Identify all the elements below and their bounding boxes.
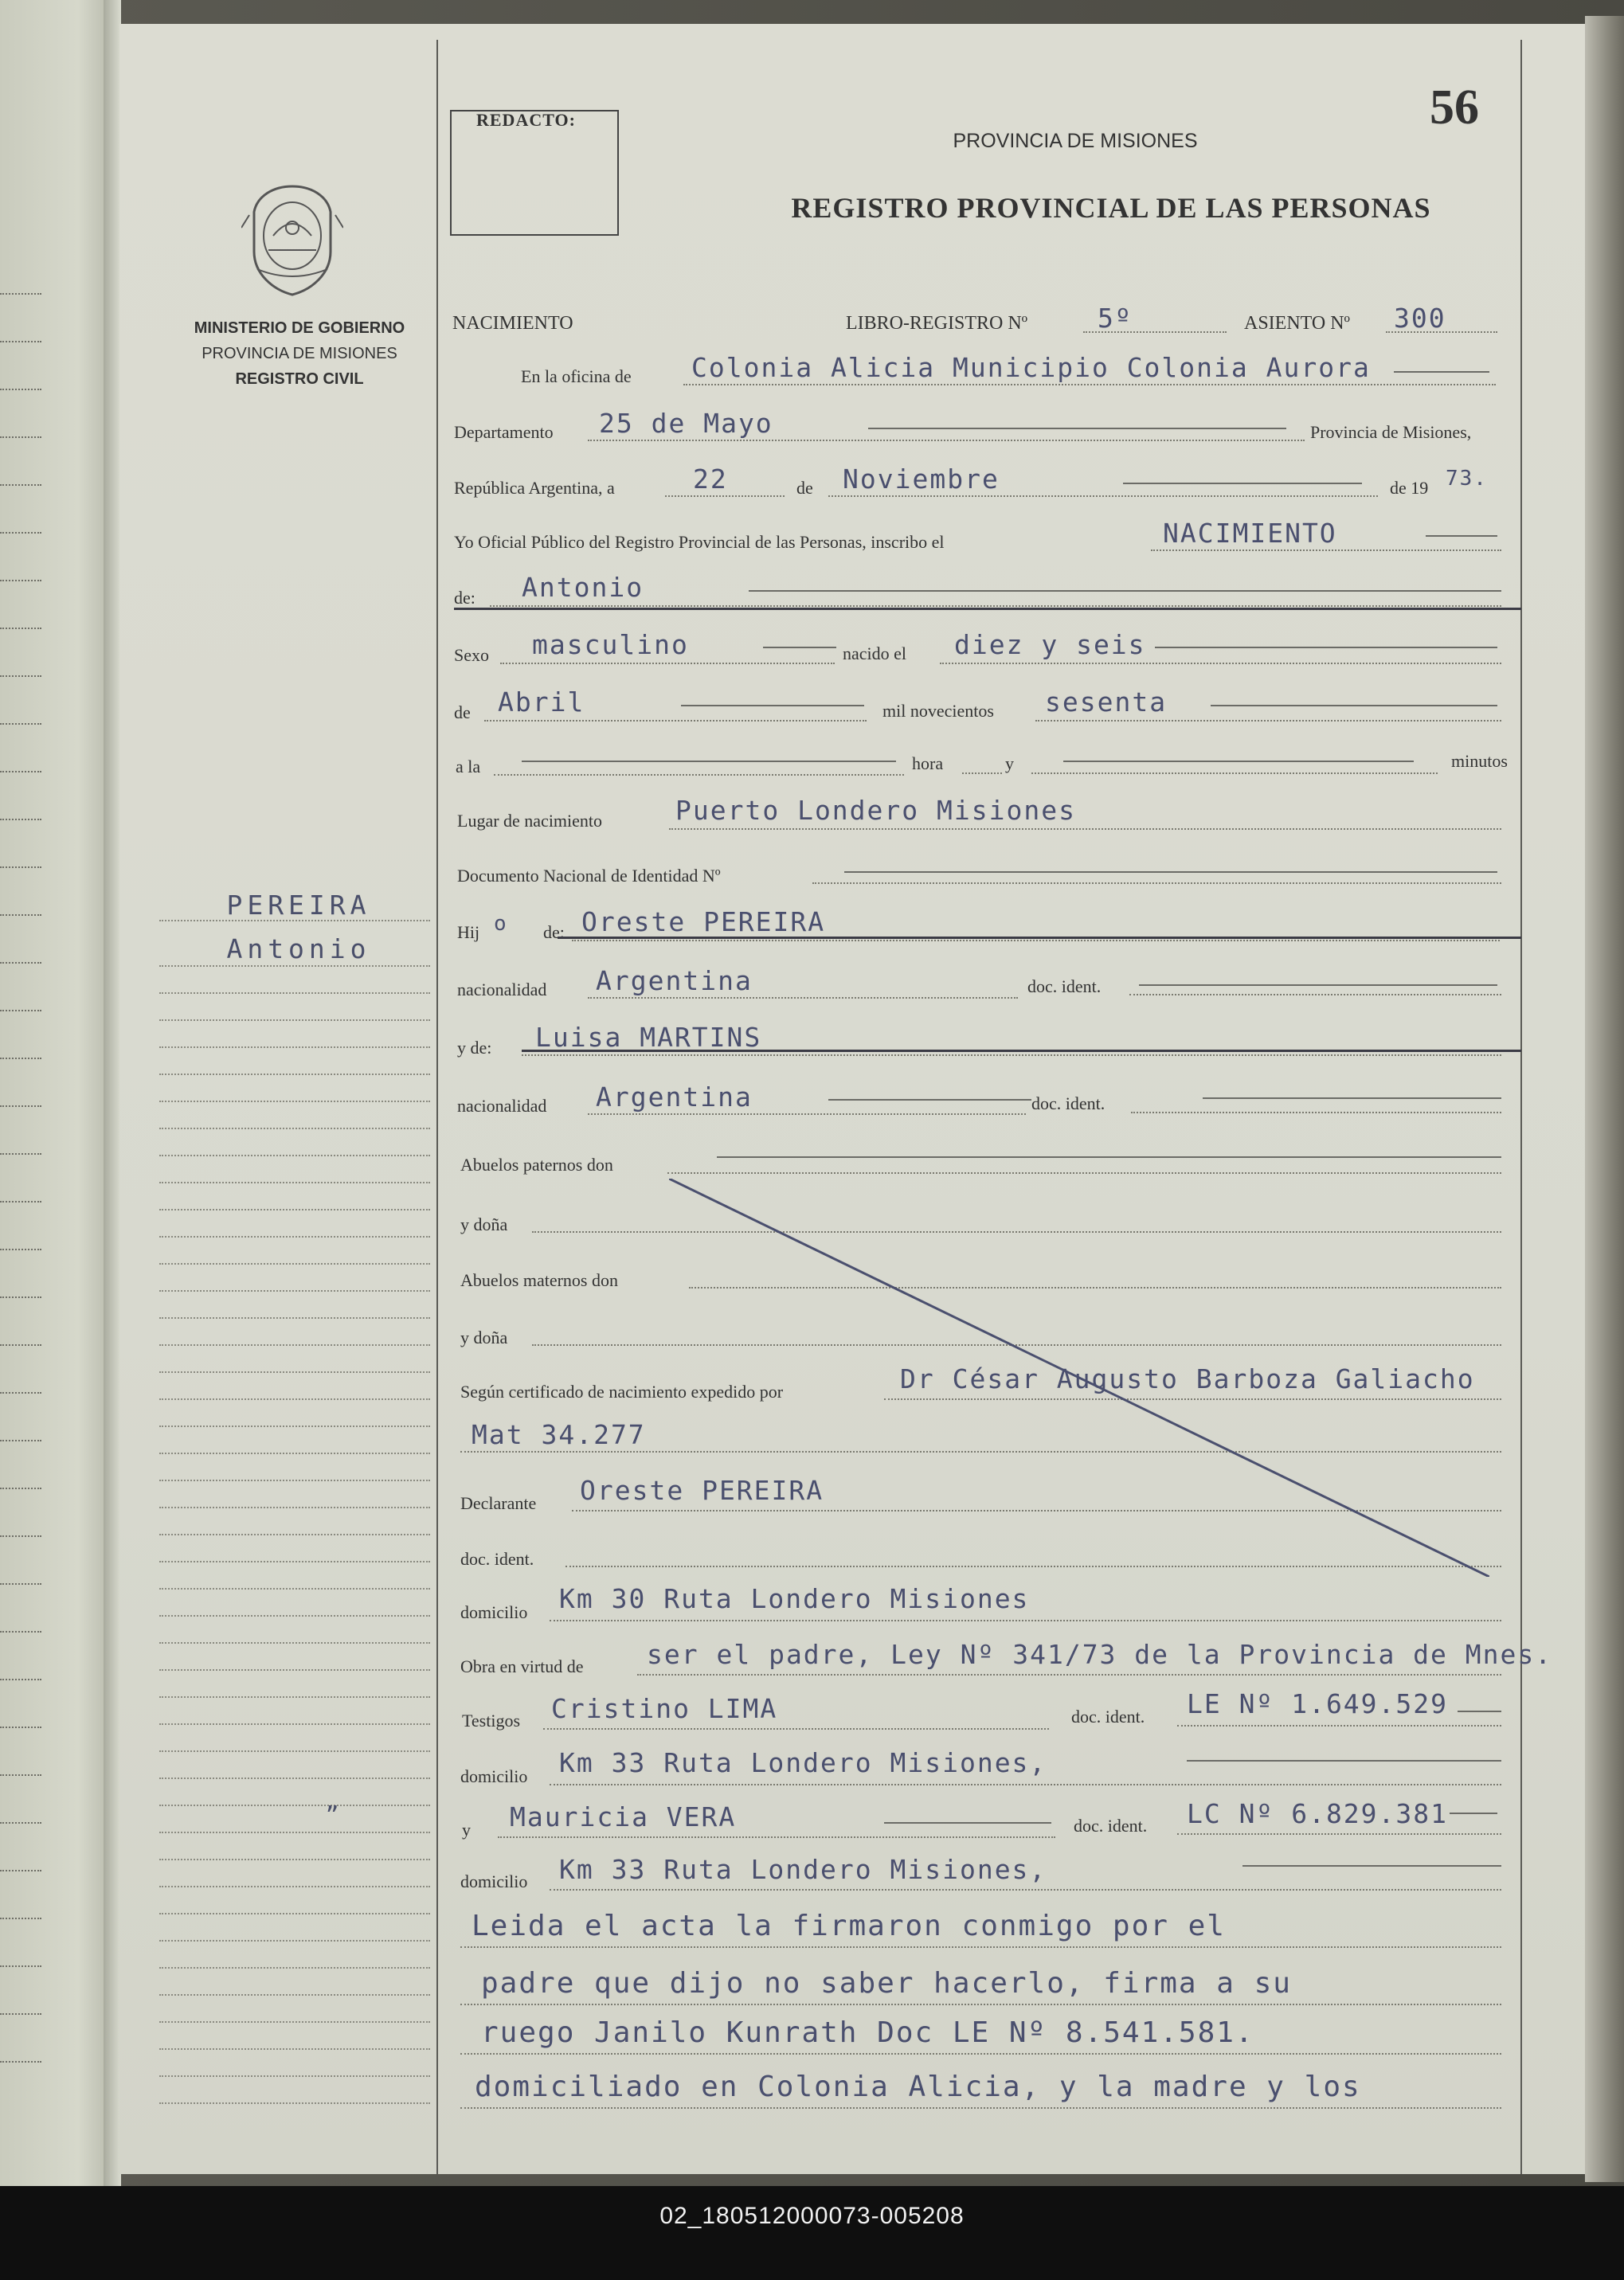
hora-label: hora: [912, 753, 944, 773]
note-dots-1: [460, 1946, 1501, 1948]
departamento-dots: [588, 440, 1305, 441]
ruled-line: [0, 1870, 41, 1871]
note-line-1: Leida el acta la firmaron conmigo por el: [472, 1910, 1226, 1942]
testigo2-doc-label: doc. ident.: [1074, 1816, 1148, 1836]
sexo-filler: [763, 647, 836, 648]
ruled-line: [0, 1631, 41, 1633]
oficina-label: En la oficina de: [521, 366, 632, 386]
left-facing-page: [0, 0, 112, 2186]
nacido-label: nacido el: [843, 643, 907, 663]
margin-line: [159, 1994, 430, 1996]
margin-line: [159, 1398, 430, 1400]
margin-line: [159, 2075, 430, 2077]
testigo1-dom-value: Km 33 Ruta Londero Misiones,: [559, 1747, 1047, 1778]
ruled-line: [0, 819, 41, 820]
margin-line: [159, 1290, 430, 1292]
mother-doc-filler: [1203, 1097, 1501, 1099]
oficina-value: Colonia Alicia Municipio Colonia Aurora: [691, 352, 1371, 383]
margin-line: [159, 2021, 430, 2023]
cancellation-slash: [669, 1179, 1489, 1577]
minutos-filler: [1063, 761, 1414, 762]
testigo2-filler: [884, 1822, 1051, 1824]
yo-oficial-label: Yo Oficial Público del Registro Provincial de las Personas, inscribo el: [454, 532, 945, 552]
page-number: 56: [1430, 80, 1479, 135]
hora-filler: [522, 761, 896, 762]
segun-label: Según certificado de nacimiento expedido por: [460, 1382, 784, 1402]
testigo2-dom-filler: [1242, 1865, 1501, 1867]
paternal-dona-label: y doña: [460, 1214, 508, 1234]
hora-gap-dots: [962, 772, 1002, 774]
declarante-dom-dots: [550, 1620, 1501, 1621]
birth-month-filler: [681, 705, 864, 706]
obra-value: ser el padre, Ley Nº 341/73 de la Provincia de Mnes.: [647, 1639, 1553, 1670]
mother-doc-label: doc. ident.: [1031, 1093, 1105, 1113]
declarante-value: Oreste PEREIRA: [580, 1475, 824, 1506]
ruled-line: [0, 1535, 41, 1537]
right-frame-line: [1520, 40, 1522, 2174]
note-dots-3: [460, 2053, 1501, 2055]
provincia-label: Provincia de Misiones,: [1310, 422, 1472, 442]
ruled-line: [0, 675, 41, 677]
nacido-value: diez y seis: [954, 629, 1146, 660]
margin-line: [159, 1696, 430, 1698]
asiento-value: 300: [1394, 303, 1446, 334]
nacido-dots: [940, 663, 1501, 664]
oficina-dots: [683, 384, 1496, 385]
year-label: de 19: [1390, 478, 1429, 498]
testigo1-domicilio-label: domicilio: [460, 1766, 528, 1786]
testigo1-dom-filler: [1187, 1760, 1501, 1762]
ruled-line: [0, 628, 41, 629]
ruled-line: [0, 1918, 41, 1919]
ruled-line: [0, 1727, 41, 1728]
father-doc-filler: [1139, 984, 1497, 986]
libro-value: 5º: [1098, 303, 1133, 334]
segun-value: Dr César Augusto Barboza Galiacho: [900, 1363, 1475, 1394]
abuelos-paternos-label: Abuelos paternos don: [460, 1155, 613, 1175]
ruled-line: [0, 1965, 41, 1967]
margin-line: [159, 1046, 430, 1048]
ruled-line: [0, 1105, 41, 1107]
margin-line: [159, 1534, 430, 1535]
sexo-value: masculino: [532, 629, 689, 660]
margin-line: [159, 1561, 430, 1562]
de2-label: de: [454, 702, 471, 722]
margin-line: [159, 1832, 430, 1833]
obra-dots: [637, 1674, 1501, 1676]
ministry-title: MINISTERIO DE GOBIERNO: [194, 319, 405, 337]
de-label: de: [796, 478, 813, 498]
nacimiento-label: NACIMIENTO: [452, 313, 573, 334]
margin-line: [159, 1886, 430, 1887]
province-heading: PROVINCIA DE MISIONES: [953, 130, 1198, 152]
footer-bar: [0, 2186, 1624, 2280]
father-nacionalidad-label: nacionalidad: [457, 980, 547, 999]
declarante-doc-label: doc. ident.: [460, 1549, 534, 1569]
margin-line: [159, 1101, 430, 1102]
margin-line: [159, 1182, 430, 1183]
lugar-value: Puerto Londero Misiones: [675, 795, 1076, 826]
testigo2-doc-dots: [1177, 1833, 1501, 1835]
name-value: Antonio: [522, 572, 644, 603]
oficina-filler: [1394, 371, 1489, 373]
father-doc-dots: [1129, 994, 1501, 995]
testigo2-doc-value: LC Nº 6.829.381: [1187, 1798, 1449, 1829]
testigo1-value: Cristino LIMA: [551, 1693, 778, 1724]
dni-label: Documento Nacional de Identidad Nº: [457, 866, 721, 886]
father-doc-label: doc. ident.: [1027, 976, 1102, 996]
mother-dots: [522, 1054, 1501, 1056]
dni-dots: [812, 882, 1501, 884]
departamento-value: 25 de Mayo: [599, 408, 773, 439]
note-dots-4: [460, 2107, 1501, 2109]
maternal-dona-label: y doña: [460, 1328, 508, 1347]
inscribo-dots: [1151, 549, 1501, 551]
book-edge: [1585, 16, 1624, 2182]
ruled-line: [0, 771, 41, 772]
testigo1-doc-value: LE Nº 1.649.529: [1187, 1688, 1449, 1719]
ruled-line: [0, 1392, 41, 1394]
margin-line: [159, 992, 430, 994]
testigo2-doc-filler: [1450, 1813, 1497, 1814]
birth-year-dots: [1035, 720, 1501, 722]
name-dots: [490, 605, 1501, 607]
minutos-dots: [1031, 772, 1438, 774]
mother-nat-dots: [588, 1113, 1026, 1115]
margin-line: [159, 1940, 430, 1942]
ruled-line: [0, 389, 41, 390]
asiento-label: ASIENTO Nº: [1244, 313, 1350, 334]
ruled-line: [0, 1201, 41, 1203]
ruled-line: [0, 1010, 41, 1011]
ministry-registry: REGISTRO CIVIL: [235, 370, 364, 388]
ruled-line: [0, 1774, 41, 1776]
ruled-line: [0, 293, 41, 295]
dni-filler: [844, 871, 1497, 873]
testigo1-doc-filler: [1458, 1711, 1501, 1712]
margin-line: [159, 1209, 430, 1210]
abuelos-paternos-dots: [667, 1172, 1501, 1174]
mother-doc-dots: [1131, 1112, 1501, 1113]
abuelos-maternos-label: Abuelos maternos don: [460, 1270, 618, 1290]
ruled-line: [0, 580, 41, 581]
ala-label: a la: [456, 757, 481, 776]
margin-line: [159, 1425, 430, 1427]
margin-line: [159, 1859, 430, 1860]
ruled-line: [0, 2061, 41, 2063]
testigo1-dots: [543, 1728, 1049, 1730]
margin-line: [159, 1723, 430, 1725]
margin-line: [159, 1777, 430, 1779]
mother-separator: [522, 1050, 1521, 1052]
day-dots: [665, 495, 785, 497]
ruled-line: [0, 866, 41, 868]
margin-line: [159, 1615, 430, 1617]
mat-value: Mat 34.277: [472, 1419, 646, 1450]
declarante-label: Declarante: [460, 1493, 537, 1513]
mother-value: Luisa MARTINS: [535, 1022, 762, 1053]
libro-dots: [1083, 331, 1227, 333]
ruled-line: [0, 1344, 41, 1346]
minutos-label: minutos: [1451, 751, 1508, 771]
ruled-line: [0, 484, 41, 486]
ruled-line: [0, 914, 41, 916]
father-value: Oreste PEREIRA: [581, 906, 826, 937]
margin-line: [159, 1371, 430, 1373]
month-value: Noviembre: [843, 463, 1000, 495]
testigos-label: Testigos: [462, 1711, 521, 1731]
hijo-label: Hij: [457, 922, 480, 942]
margin-line: [159, 1019, 430, 1021]
day-value: 22: [693, 463, 728, 495]
ruled-line: [0, 1058, 41, 1059]
month-dots: [828, 495, 1378, 497]
y-label: y: [1005, 753, 1014, 773]
testigo2-domicilio-label: domicilio: [460, 1871, 528, 1891]
sexo-label: Sexo: [454, 645, 489, 665]
ruled-line: [0, 1822, 41, 1824]
name-filler: [749, 590, 1501, 592]
month-filler: [1123, 483, 1362, 484]
margin-line: [159, 1669, 430, 1671]
declarante-domicilio-label: domicilio: [460, 1602, 528, 1622]
margin-surname: PEREIRA: [226, 890, 371, 921]
ministry-block: [163, 315, 436, 392]
ruled-line: [0, 1679, 41, 1680]
ministry-province: PROVINCIA DE MISIONES: [202, 345, 397, 362]
year-value: 73.: [1446, 467, 1488, 491]
margin-line: [159, 1805, 430, 1806]
margin-line: [159, 1155, 430, 1156]
margin-mark: ”: [325, 1801, 344, 1828]
obra-label: Obra en virtud de: [460, 1656, 584, 1676]
image-id-label: 02_180512000073-005208: [659, 2203, 965, 2229]
left-frame-line: [436, 40, 438, 2174]
mil-novecientos-label: mil novecientos: [882, 701, 994, 721]
margin-line: [159, 1344, 430, 1346]
father-separator: [558, 937, 1521, 939]
declarante-dom-value: Km 30 Ruta Londero Misiones: [559, 1583, 1030, 1614]
lugar-label: Lugar de nacimiento: [457, 811, 603, 831]
note-line-4: domiciliado en Colonia Alicia, y la madre y los: [475, 2071, 1361, 2103]
margin-line: [159, 1453, 430, 1454]
ruled-line: [0, 1153, 41, 1155]
testigo2-dom-value: Km 33 Ruta Londero Misiones,: [559, 1854, 1047, 1885]
book-gutter: [104, 0, 121, 2186]
ruled-line: [0, 723, 41, 725]
note-line-2: padre que dijo no saber hacerlo, firma a su: [481, 1967, 1292, 2000]
libro-label: LIBRO-REGISTRO Nº: [846, 313, 1028, 334]
margin-line: [159, 1642, 430, 1644]
asiento-dots: [1386, 331, 1497, 333]
ruled-line: [0, 1296, 41, 1298]
de-name-label: de:: [454, 588, 475, 608]
ruled-line: [0, 341, 41, 342]
testigo2-dom-dots: [550, 1889, 1501, 1891]
margin-line: [159, 1507, 430, 1508]
father-nat-value: Argentina: [596, 965, 753, 996]
ruled-line: [0, 1440, 41, 1441]
margin-line: [159, 1236, 430, 1238]
hora-dots: [494, 774, 904, 776]
margin-line: [159, 1263, 430, 1265]
name-separator: [454, 608, 1521, 610]
departamento-label: Departamento: [454, 422, 554, 442]
margin-given-name: Antonio: [226, 933, 371, 964]
ruled-line: [0, 1583, 41, 1585]
birth-month-dots: [484, 720, 867, 722]
margin-line: [159, 1074, 430, 1075]
ruled-line: [0, 436, 41, 438]
father-nat-dots: [588, 997, 1018, 999]
testigo1-doc-dots: [1177, 1725, 1501, 1727]
testigo2-dots: [498, 1836, 1055, 1838]
note-line-3: ruego Janilo Kunrath Doc LE Nº 8.541.581.: [481, 2016, 1254, 2049]
note-dots-2: [460, 2004, 1501, 2005]
redacto-label: REDACTO:: [476, 110, 576, 130]
y2-label: y: [462, 1820, 471, 1840]
testigo2-value: Mauricia VERA: [510, 1801, 737, 1832]
departamento-filler: [868, 428, 1286, 429]
nacido-filler: [1155, 647, 1497, 648]
inscribo-value: NACIMIENTO: [1163, 518, 1337, 549]
hijo-suffix: o: [494, 912, 508, 936]
birth-year-filler: [1211, 705, 1497, 706]
ruled-line: [0, 1249, 41, 1250]
margin-line: [159, 1317, 430, 1319]
testigo1-dom-dots: [550, 1784, 1501, 1785]
republica-label: República Argentina, a: [454, 478, 615, 498]
testigo1-doc-label: doc. ident.: [1071, 1707, 1145, 1727]
abuelos-paternos-filler: [717, 1156, 1501, 1158]
ruled-line: [0, 2013, 41, 2015]
margin-line: [159, 2048, 430, 2050]
birth-month-value: Abril: [498, 686, 585, 718]
inscribo-filler: [1426, 535, 1497, 537]
hijo-de-label: de:: [543, 922, 565, 942]
sexo-dots: [500, 663, 835, 664]
margin-line: [159, 1588, 430, 1590]
margin-line: [159, 2102, 430, 2104]
ruled-line: [0, 962, 41, 964]
provincial-seal-icon: [241, 180, 343, 299]
margin-line: [159, 965, 430, 967]
mother-nat-value: Argentina: [596, 1081, 753, 1113]
mother-nat-filler: [828, 1099, 1031, 1101]
margin-line: [159, 1750, 430, 1752]
registry-title: REGISTRO PROVINCIAL DE LAS PERSONAS: [791, 192, 1431, 224]
margin-line: [159, 1128, 430, 1129]
father-dots: [572, 940, 1500, 941]
margin-line: [159, 1913, 430, 1914]
ruled-line: [0, 1488, 41, 1489]
mother-nacionalidad-label: nacionalidad: [457, 1096, 547, 1116]
margin-line: [159, 1967, 430, 1969]
birth-year-value: sesenta: [1045, 686, 1168, 718]
lugar-dots: [669, 828, 1501, 830]
ruled-line: [0, 532, 41, 534]
yde-label: y de:: [457, 1038, 492, 1058]
margin-line: [159, 1480, 430, 1481]
